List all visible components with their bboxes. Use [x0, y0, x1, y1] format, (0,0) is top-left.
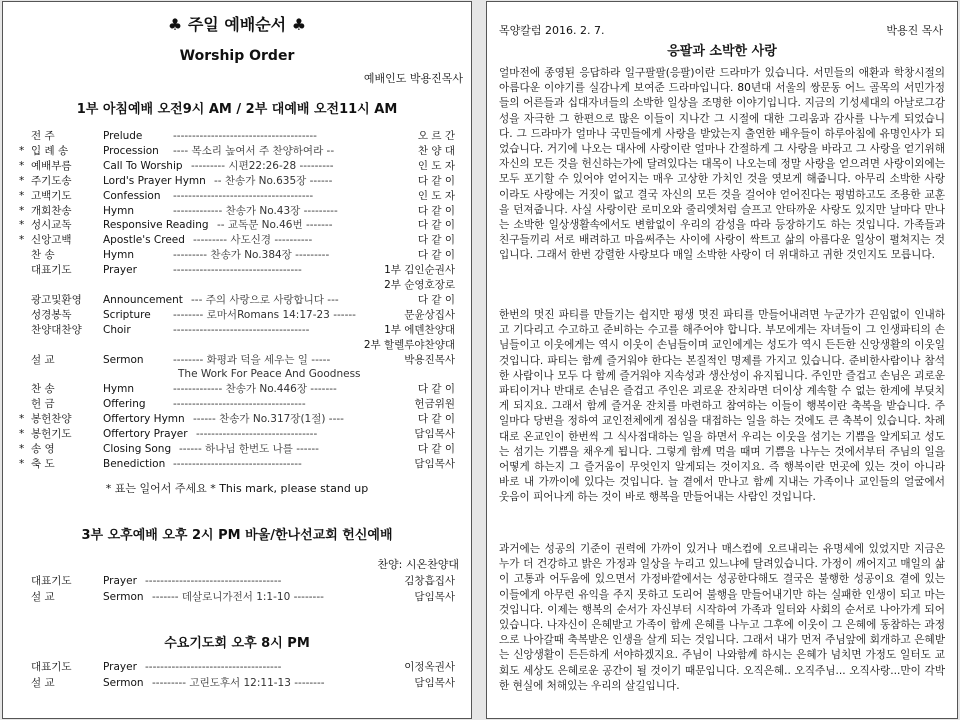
item-person: 1부 김인순권사: [384, 264, 455, 277]
item-detail: ----------------------------------: [173, 264, 302, 277]
item-english: Benediction: [103, 457, 166, 470]
order-row: [3, 159, 469, 174]
pastoral-column-page: [486, 1, 958, 719]
stand-mark: *: [19, 144, 25, 157]
item-english: Choir: [103, 323, 131, 336]
order-row: [3, 293, 469, 308]
worship-leader: 예배인도 박용진목사: [363, 72, 463, 85]
item-detail: --------------------------------: [196, 428, 318, 440]
stand-mark: *: [19, 442, 25, 455]
order-row: [3, 204, 469, 219]
item-english: Announcement: [103, 293, 183, 306]
item-english: Confession: [103, 189, 161, 202]
item-english: Lord's Prayer Hymn: [103, 174, 206, 187]
item-detail: -- 교독문 No.46번 -------: [217, 219, 333, 232]
item-detail: ------- 데살로니가전서 1:1-10 --------: [152, 591, 324, 603]
stand-mark: *: [19, 428, 25, 440]
order-row: [3, 574, 469, 589]
item-english: Prayer: [103, 661, 137, 673]
item-english: Sermon: [103, 591, 144, 603]
item-person: 인 도 자: [417, 189, 455, 202]
item-person: 다 같 이: [417, 219, 455, 232]
item-english: Hymn: [103, 383, 134, 396]
item-person: 2부 순영호장로: [384, 279, 455, 291]
wednesday-heading: 수요기도회 오후 8시 PM: [164, 636, 310, 651]
item-korean: 광고및환영: [31, 293, 82, 306]
column-paragraph: 과거에는 성공의 기준이 권력에 가까이 있거나 매스컴에 오르내리는 유명세에 있었지만 지금은 누가 더 건강하고 밝은 가정과 일상을 누리고 있느냐에 달려있습니다. 가정이 깨어지고 매일의 삶이 고통과 어두움에 있으면서 가정바깥에서는 성공한다해도 결국은 불행한 성공이요 곁에 있는 이들에게 아무런 유익을 주지 못하고 도리어 불행을 만들어내기만 하는 실패한 인생이 되고 마는 것입니다. 이제는 행복의 순서가 자신부터 시작하여 가족과 일터와 사회의 순서로 나아가게 되어있습니다. 나자신이 은혜받고 가족이 함께 은혜를 나누고 그후에 이웃이 그 은혜에 동참하는 과정으로 나아갈때 축복받은 인생을 살게 되는 것입니다. 그래서 내가 먼저 주님앞에 회개하고 은혜받는 신앙생활이 든든하게 서야하겠지요. 주님이 나와함께 하시는 은혜가 넘치면 가정도 일터도 교회도 세상도 은혜로운 공간이 될 것이기 때문입니다. 오직은혜.. 오직주님... 오직사랑...만이 각박한 현실에 처해있는 우리의 살길입니다.: [499, 543, 945, 692]
bulletin-title: ♣ 주일 예배순서 ♣: [167, 15, 307, 34]
stand-mark: *: [19, 457, 25, 470]
item-korean: 대표기도: [31, 575, 72, 587]
item-detail: -----------------------------------: [173, 398, 306, 411]
item-korean: 설 교: [31, 677, 55, 689]
item-korean: 고백기도: [31, 189, 72, 202]
item-detail: ------------------------------------: [145, 661, 282, 673]
item-korean: 찬 송: [31, 383, 55, 396]
item-person: 담임목사: [414, 457, 455, 470]
order-row: [3, 427, 469, 442]
item-english: Responsive Reading: [103, 219, 209, 232]
item-person: 박용진목사: [404, 353, 455, 366]
service3-choir: 찬양: 시온찬양대: [377, 558, 459, 571]
column-paragraph: 한번의 멋진 파티를 만들기는 쉽지만 평생 멋진 파티를 만들어내려면 누군가가 끈임없이 인내하고 기다리고 수고하고 준비하는 수고를 해주어야 합니다. 부모에게는 자녀들이 그 인생파티의 손님들이고 이웃에게는 역시 이웃이 손님들이며 교인에게는 성도가 역시 든든한 신앙생활의 이웃일 것입니다. 파티는 함께 즐거워야 한다는 본질적인 명제를 가지고 있습니다. 준비한사람이나 참석한 사람이나 모두 다 함께 즐거워야 지속성과 생산성이 유지됩니다. 주인만 즐겁고 손님은 괴로운 파티이거나 반대로 손님은 즐겁고 주인은 괴로운 잔치라면 더이상 계속할 수 없는 한계에 부딪치게 되지요. 그래서 함께 즐거운 잔치를 마련하고 참여하는 이들이 행복이란 축복을 받습니다. 주일마다 당번을 정하여 교인전체에게 점심을 대접하는 일을 하는 것에도 큰 축복이 있습니다. 차례대로 온교인이 한번씩 그 식사접대하는 일을 하면서 우리는 이웃을 섬기는 기쁨을 알게되고 성도는 섬기는 기쁨을 채우게 됩니다. 그렇게 함께 먹을 때며 기쁨을 나누는 것에서부터 주님의 일을 어떻게 하는지 그 즐거움이 무엇인지 알게되는 것이지요. 즉 행복이란 먼곳에 있는 것이 아니라 바로 내 가까이에 있다는 것입니다. 늘 곁에서 만나고 함께 지내는 가족이나 교인들의 얼굴에서 웃음이 피어나게 하는 것이 바로 행복을 만들어내는 사람인 것입니다.: [499, 309, 945, 504]
item-person: 다 같 이: [417, 413, 455, 426]
item-english: Scripture: [103, 308, 151, 321]
item-person: 오 르 간: [417, 130, 455, 142]
order-row: [3, 323, 469, 338]
item-korean: 예배부름: [31, 159, 72, 172]
item-person: 2부 할렐루야찬양대: [363, 338, 455, 351]
stand-mark: *: [19, 219, 25, 232]
order-row: [3, 174, 469, 189]
item-korean: 찬양대찬양: [31, 323, 82, 336]
item-person: 다 같 이: [417, 204, 455, 217]
item-english: Prelude: [103, 130, 143, 142]
item-korean: 대표기도: [31, 661, 72, 673]
item-korean: 봉헌찬양: [31, 413, 72, 426]
item-english: Sermon: [103, 353, 144, 366]
item-person: 다 같 이: [417, 293, 455, 306]
service1-heading: 1부 아침예배 오전9시 AM / 2부 대예배 오전11시 AM: [76, 102, 398, 117]
item-detail: --------- 고린도후서 12:11-13 --------: [152, 677, 325, 689]
item-detail: -------------------------------------: [173, 189, 314, 202]
column-paragraph: 얼마전에 종영된 응답하라 일구팔팔(응팔)이란 드라마가 있습니다. 서민들의 애환과 학창시절의 아름다운 이야기를 실감나게 보여준 드라마입니다. 80년대 서울의 쌍문동 어느 골목의 서민가정들의 어른들과 십대자녀들의 소박한 일상을 조명한 이야기입니다. 지금의 기성세대의 아날로그감성을 자극한 그 한편으로 많은 이들이 지나간 그 시절에 대한 그리움과 감사를 나누게 되었습니다. 그 드라마가 얼마나 국민들에게 사랑을 받았는지 출연한 배우들이 하루아침에 유명인사가 되었습니다. 거기에 나오는 대사에 사랑이란 얼마나 간절하게 그 사랑을 바라고 그 사랑을 얻기위해 자신의 모든 것을 헌신하는가에 달려있다는 대목이 나오는데 정말 사랑을 얻으려면 사랑이외에는 모두 포기할 수 있어야 얻어지는 매우 고상한 가치인 것을 엿보게 해줍니다. 아무리 소박한 사랑이라도 사랑에는 거짓이 없고 결국 자신의 모든 것을 걸어야 얻어진다는 평범하고도 조용한 교훈을 던져줍니다. 사실 사랑이란 로미오와 줄리엣처럼 슬프고 안타까운 사랑도 있지만 날마다 만나는 소박한 일상생활속에서도 변함없이 우리의 감성을 따라 등장하기도 하는 것입니다. 가족들과 친구들끼리 서로 배려하고 마음써주는 사이에 사랑이 싹트고 삶의 아름다운 일상이 펼쳐지는 것입니다. 그래서 한번 강렬한 사랑보다 매일 소박한 사랑이 더 위대하고 귀한 것인지도 모릅니다.: [499, 67, 945, 262]
item-person: 이정옥권사: [404, 661, 455, 673]
item-detail: ------------- 찬송가 No.446장 -------: [173, 383, 337, 396]
worship-order-page: [2, 1, 472, 719]
service3-heading: 3부 오후예배 오후 2시 PM 바울/한나선교회 헌신예배: [81, 528, 393, 543]
item-detail: ------------- 찬송가 No.43장 ---------: [173, 204, 338, 217]
item-korean: 송 영: [31, 442, 55, 455]
order-row: [3, 676, 469, 691]
order-row: [3, 382, 469, 397]
order-row: [3, 144, 469, 159]
item-detail: --------- 사도신경 ----------: [193, 234, 313, 247]
item-english: Sermon: [103, 677, 144, 689]
item-korean: 축 도: [31, 457, 55, 470]
item-person: 1부 에덴찬양대: [384, 323, 455, 336]
item-detail: --------- 찬송가 No.384장 ---------: [173, 249, 330, 262]
order-row: [3, 308, 469, 323]
item-korean: 성경봉독: [31, 308, 72, 321]
item-korean: 설 교: [31, 353, 55, 366]
item-detail: -------- 화평과 덕을 세우는 일 -----: [173, 353, 331, 366]
stand-mark: *: [19, 234, 25, 247]
item-detail: ----------------------------------: [173, 457, 302, 470]
order-row: [3, 248, 469, 263]
stand-mark: *: [19, 204, 25, 217]
item-korean: 헌 금: [31, 398, 55, 411]
order-row: [3, 442, 469, 457]
order-row: [3, 367, 469, 382]
item-korean: 찬 송: [31, 249, 55, 262]
bulletin-subtitle: Worship Order: [179, 48, 295, 64]
stand-mark: *: [19, 159, 25, 172]
item-korean: 주기도송: [31, 174, 72, 187]
item-korean: 신앙고백: [31, 234, 72, 247]
item-english: Offering: [103, 398, 146, 411]
item-english: Procession: [103, 144, 159, 157]
order-row: [3, 233, 469, 248]
item-english: Apostle's Creed: [103, 234, 185, 247]
order-row: [3, 353, 469, 368]
order-row: [3, 660, 469, 675]
stand-mark: *: [19, 174, 25, 187]
order-row: [3, 278, 469, 293]
item-detail: --- 주의 사랑으로 사랑합니다 ---: [191, 293, 339, 306]
order-row: [3, 397, 469, 412]
column-title: 응팔과 소박한 사랑: [667, 44, 777, 59]
item-english: Closing Song: [103, 442, 172, 455]
order-row: [3, 263, 469, 278]
item-person: 다 같 이: [417, 442, 455, 455]
item-person: 담임목사: [414, 591, 455, 603]
item-english: Offertory Hymn: [103, 413, 185, 426]
item-person: 김창흡집사: [404, 575, 455, 587]
item-person: 다 같 이: [417, 234, 455, 247]
item-person: 찬 양 대: [417, 144, 455, 157]
item-person: 담임목사: [414, 677, 455, 689]
item-english: Hymn: [103, 204, 134, 217]
item-detail: ------------------------------------: [173, 323, 310, 336]
order-row: [3, 129, 469, 144]
item-person: 다 같 이: [417, 249, 455, 262]
item-detail: --------------------------------------: [173, 130, 317, 142]
order-row: [3, 457, 469, 472]
item-detail: ------ 찬송가 No.317장(1절) ----: [193, 413, 344, 426]
item-detail: -- 찬송가 No.635장 ------: [214, 174, 333, 187]
item-person: 인 도 자: [417, 159, 455, 172]
item-korean: 설 교: [31, 591, 55, 603]
item-korean: 성시교독: [31, 219, 72, 232]
order-row: [3, 218, 469, 233]
item-english: Prayer: [103, 575, 137, 587]
order-row: [3, 590, 469, 605]
order-row: [3, 189, 469, 204]
item-detail: --------- 시편22:26-28 ---------: [191, 159, 334, 172]
item-korean: 개회찬송: [31, 204, 72, 217]
item-person: 담임목사: [414, 428, 455, 440]
stand-mark: *: [19, 189, 25, 202]
item-detail: ---- 목소리 높여서 주 찬양하여라 --: [173, 144, 335, 157]
item-person: 다 같 이: [417, 174, 455, 187]
item-detail: ------ 하나님 한번도 나를 ------: [179, 442, 319, 455]
item-person: 헌금위원: [414, 398, 455, 411]
item-detail: -------- 로마서Romans 14:17-23 ------: [173, 308, 356, 321]
order-row: [3, 412, 469, 427]
item-detail: ------------------------------------: [145, 575, 282, 587]
item-person: 다 같 이: [417, 383, 455, 396]
item-detail: The Work For Peace And Goodness: [178, 368, 361, 381]
item-person: 문윤상집사: [404, 308, 455, 321]
item-english: Call To Worship: [103, 159, 183, 172]
stand-note: * 표는 일어서 주세요 * This mark, please stand up: [105, 482, 369, 495]
stand-mark: *: [19, 413, 25, 426]
item-english: Hymn: [103, 249, 134, 262]
item-korean: 전 주: [31, 130, 55, 142]
item-korean: 대표기도: [31, 264, 72, 277]
column-date: 목양칼럼 2016. 2. 7.: [499, 24, 605, 37]
item-korean: 입 례 송: [31, 144, 69, 157]
item-korean: 봉헌기도: [31, 428, 72, 440]
item-english: Offertory Prayer: [103, 428, 188, 440]
column-author: 박용진 목사: [886, 24, 943, 37]
order-row: [3, 338, 469, 353]
item-english: Prayer: [103, 264, 137, 277]
